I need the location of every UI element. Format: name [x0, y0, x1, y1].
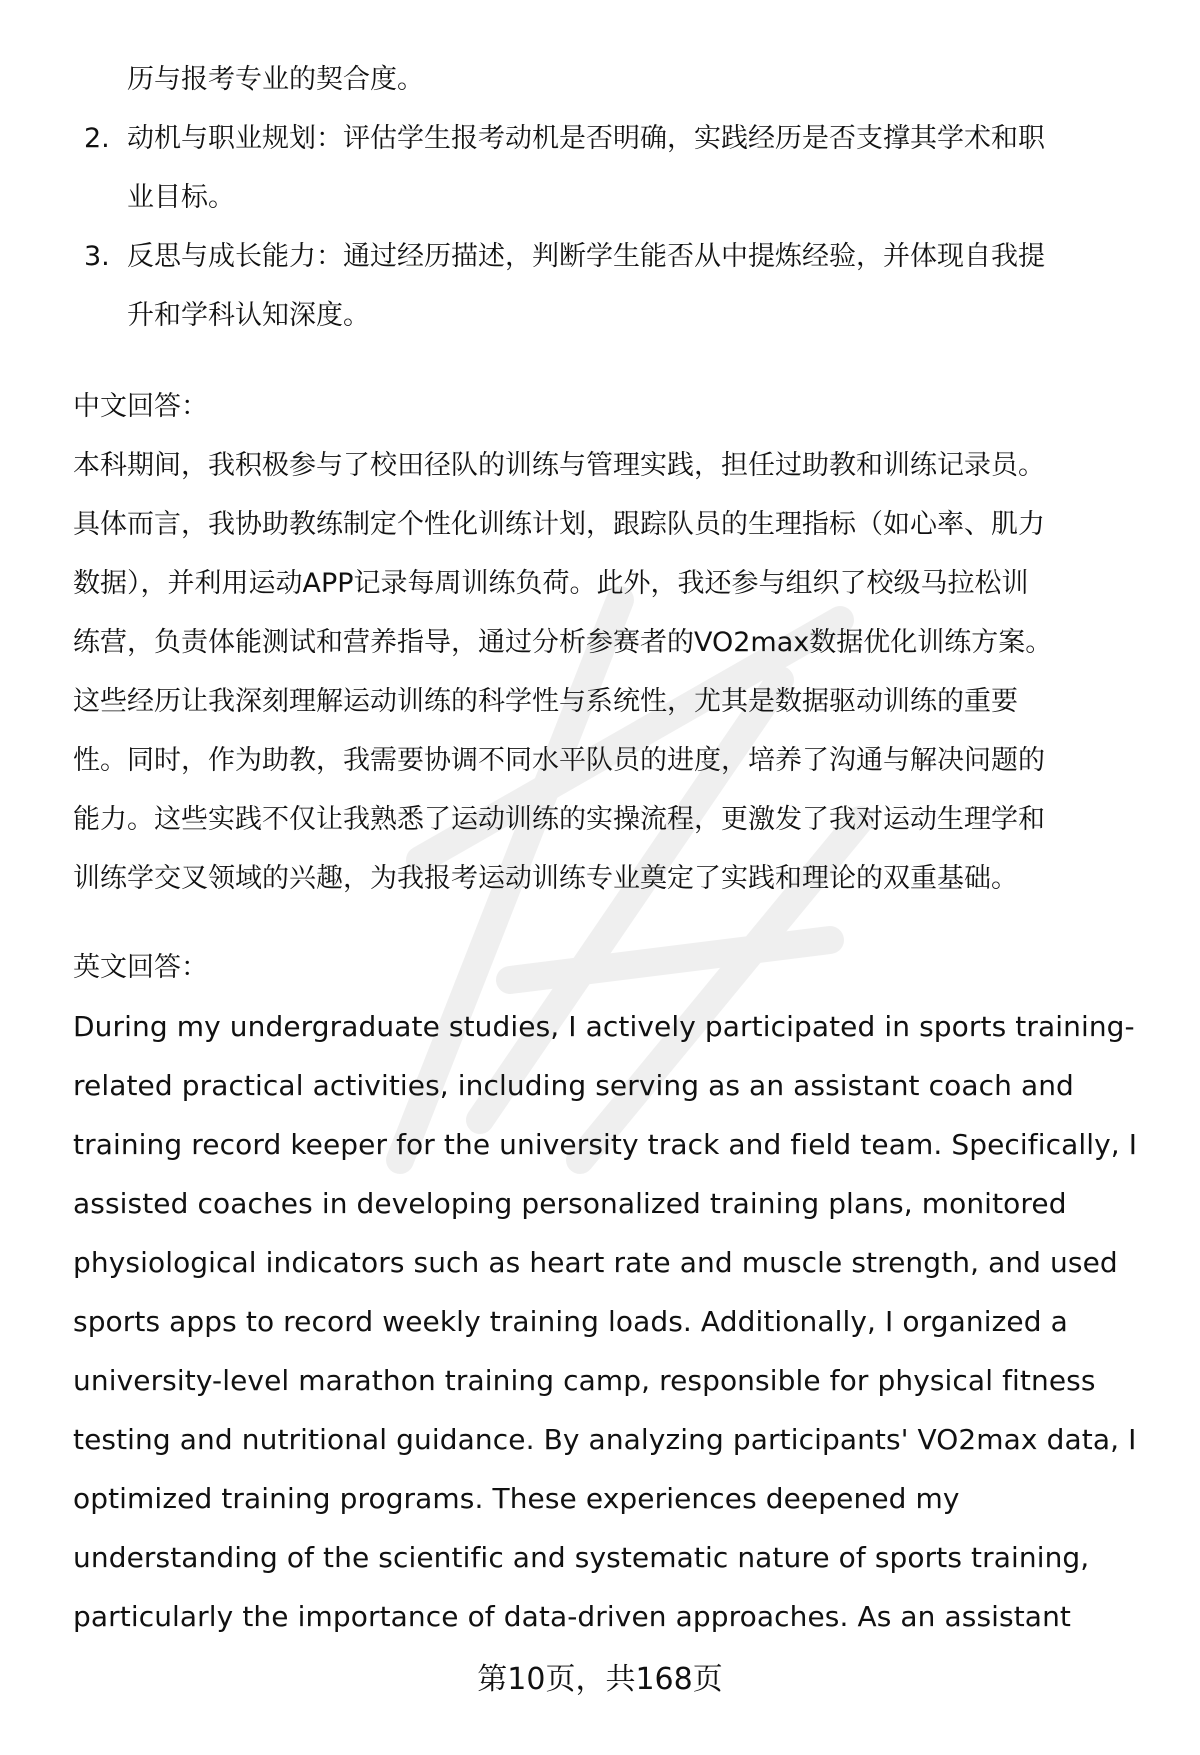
- english-answer-line: sports apps to record weekly training loads. Additionally, I organized a: [73, 1305, 1068, 1338]
- chinese-answer-line: 本科期间，我积极参与了校田径队的训练与管理实践，担任过助教和训练记录员。: [73, 450, 1045, 481]
- section-heading-chinese: 中文回答：: [73, 391, 208, 422]
- english-answer-line: particularly the importance of data-driven approaches. As an assistant: [73, 1600, 1071, 1633]
- list-number: 2.: [84, 123, 110, 154]
- english-answer-line: related practical activities, including serving as an assistant coach and: [73, 1069, 1074, 1102]
- english-answer-line: understanding of the scientific and systematic nature of sports training,: [73, 1541, 1090, 1574]
- english-answer-line: assisted coaches in developing personalized training plans, monitored: [73, 1187, 1067, 1220]
- chinese-answer-line: 这些经历让我深刻理解运动训练的科学性与系统性，尤其是数据驱动训练的重要: [73, 686, 1018, 717]
- list-number: 3.: [84, 241, 110, 272]
- english-answer-line: During my undergraduate studies, I actively participated in sports training-: [73, 1010, 1135, 1043]
- chinese-answer-line: 数据），并利用运动APP记录每周训练负荷。此外，我还参与组织了校级马拉松训: [73, 568, 1029, 599]
- criteria-line: 升和学科认知深度。: [127, 300, 370, 331]
- page-number: 第10页，共168页: [477, 1662, 723, 1697]
- chinese-answer-line: 训练学交叉领域的兴趣，为我报考运动训练专业奠定了实践和理论的双重基础。: [73, 863, 1018, 894]
- english-answer-line: physiological indicators such as heart rate and muscle strength, and used: [73, 1246, 1118, 1279]
- criteria-line: 业目标。: [127, 182, 235, 213]
- chinese-answer-line: 具体而言，我协助教练制定个性化训练计划，跟踪队员的生理指标（如心率、肌力: [73, 509, 1045, 540]
- chinese-answer-line: 能力。这些实践不仅让我熟悉了运动训练的实操流程，更激发了我对运动生理学和: [73, 804, 1045, 835]
- english-answer-line: university-level marathon training camp, responsible for physical fitness: [73, 1364, 1096, 1397]
- chinese-answer-line: 练营，负责体能测试和营养指导，通过分析参赛者的VO2max数据优化训练方案。: [73, 627, 1053, 658]
- section-heading-english: 英文回答：: [73, 952, 208, 983]
- chinese-answer-line: 性。同时，作为助教，我需要协调不同水平队员的进度，培养了沟通与解决问题的: [73, 745, 1045, 776]
- criteria-line: 反思与成长能力：通过经历描述，判断学生能否从中提炼经验，并体现自我提: [127, 241, 1045, 272]
- english-answer-line: testing and nutritional guidance. By analyzing participants' VO2max data, I: [73, 1423, 1137, 1456]
- criteria-line: 动机与职业规划：评估学生报考动机是否明确，实践经历是否支撑其学术和职: [127, 123, 1045, 154]
- english-answer-line: optimized training programs. These experiences deepened my: [73, 1482, 960, 1515]
- english-answer-line: training record keeper for the university track and field team. Specifically, I: [73, 1128, 1138, 1161]
- criteria-line: 历与报考专业的契合度。: [127, 64, 424, 95]
